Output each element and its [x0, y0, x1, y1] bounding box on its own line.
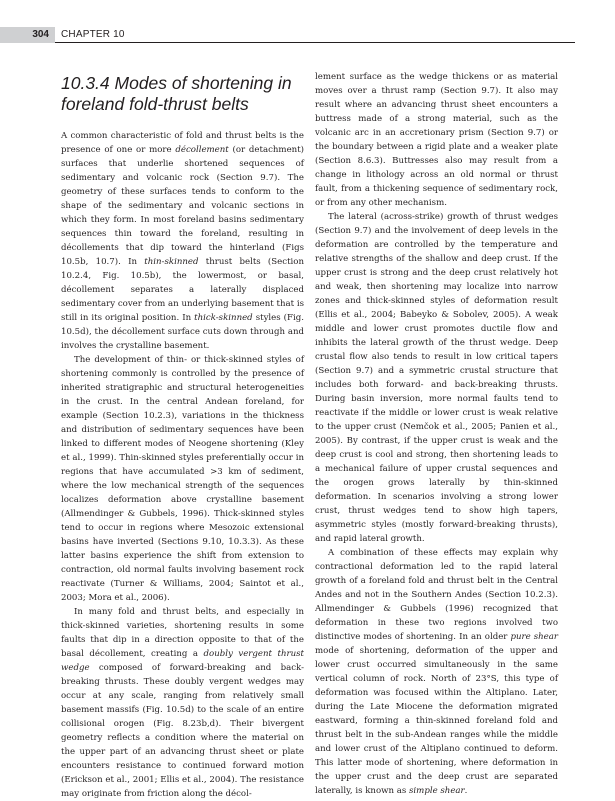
term-pure-shear: pure shear: [510, 632, 559, 642]
page-number: 304: [0, 27, 55, 43]
left-paragraph-2: The development of thin- or thick-skinned styles of shortening commonly is controlled by the presence of inherited stratigraphic and structural heterogeneities in the crust. In the central Andean foreland, for example (Section 10.2.3), variations in the thickness and distribution of sedimentary sequences have been linked to different modes of Neogene shortening (Kley et al., 1999). Thin-skinned styles preferentially occur in regions that have accumulated >3 km of sediment, where the low mechanical strength of the sequences localizes deformation above crystalline basement (Allmendinger & Gubbels, 1996). Thick-skinned styles tend to occur in regions where Mesozoic extensional basins have inverted (Sections 9.10, 10.3.3). As these latter basins experience the shift from extension to contraction, old normal faults involving basement rock reactivate (Turner & Williams, 2004; Saintot et al., 2003; Mora et al., 2006).: [61, 355, 304, 603]
term-decollement: décollement: [175, 145, 229, 155]
right-paragraph-2: The lateral (across-strike) growth of thrust wedges (Section 9.7) and the involvement of deep levels in the deformation are controlled by the temperature and relative strengths of the shallow and deep crust. If the upper crust is strong and the deep crust relatively hot and weak, then shortening may localize into narrow zones and thick-skinned styles of deformation result (Ellis et al., 2004; Babeyko & Sobolev, 2005). A weak middle and lower crust promotes ductile flow and inhibits the lateral growth of the thrust wedge. Deep crustal flow also tends to result in low critical tapers (Section 9.7) and a symmetric crustal structure that includes both forward- and back-breaking thrusts. During basin inversion, more normal faults tend to reactivate if the middle or lower crust is weak relative to the upper crust (Nemčok et al., 2005; Panien et al., 2005). By contrast, if the upper crust is weak and the deep crust is cool and strong, then shortening leads to a mechanical failure of upper crustal sequences and the orogen grows laterally by thin-skinned deformation. In scenarios involving a strong lower crust, thrust wedges tend to show high tapers, asymmetric styles (mostly forward-breaking thrusts), and rapid lateral growth.: [315, 212, 558, 544]
page-header: [0, 27, 615, 43]
text-run: (or detachment) surfaces that underlie shortened sequences of sedimentary and volcanic rock (Section 9.7). The geometry of these surfaces tends to conform to the shape of the sedimentary and volcanic sections in which they form. In most foreland basins sedimentary sequences thin toward the foreland, resulting in décollements that dip toward the hinterland (Figs 10.5b, 10.7). In: [61, 145, 305, 267]
left-column: [61, 70, 304, 801]
section-title-line2: foreland fold-thrust belts: [61, 94, 249, 114]
left-paragraph-3: [61, 605, 304, 801]
right-column: [315, 70, 558, 798]
text-run: A combination of these effects may explain why contractional deformation led to the rapid lateral growth of a foreland fold and thrust belt in the Central Andes and not in the Southern Andes (Section 10.2.3). Allmendinger & Gubbels (1996) recognized that deformation in these two regions involved two distinctive modes of shortening. In an older: [315, 548, 558, 642]
section-title: [61, 73, 304, 115]
text-run: mode of shortening, deformation of the upper and lower crust occurred simultaneously in the same vertical column of rock. North of 23°S, this type of deformation was focused within the Altiplano. Later, during the Late Miocene the deformation migrated eastward, forming a thin-skinned foreland fold and thrust belt in the sub-Andean ranges while the middle and lower crust of the Altiplano continued to deform. This latter mode of shortening, where deformation in the upper crust and the deep crust are separated laterally, is known as: [315, 646, 558, 796]
term-thick-skinned: thick-skinned: [194, 313, 253, 323]
text-run: thrust belts (Section 10.2.4, Fig. 10.5b), the lowermost, or basal, décollement separates a laterally displaced sedimentary cover from an underlying basement that is still in its original position. In: [61, 257, 304, 323]
right-paragraph-1: lement surface as the wedge thickens or as material moves over a thrust ramp (Section 9.7). It also may result where an advancing thrust sheet encounters a buttress made of a strong material, such as the volcanic arc in an accretionary prism (Section 9.7) or the boundary between a rigid plate and a weaker plate (Section 8.6.3). Buttresses also may result from a change in lithology across an old normal or thrust fault, from a thickening sequence of sedimentary rock, or from any other mechanism.: [315, 72, 558, 208]
header-rule: [55, 42, 575, 43]
term-simple-shear: simple shear: [409, 786, 465, 796]
text-run: A common characteristic of fold and thrust belts is the presence of one or more: [61, 131, 304, 155]
text-run: composed of forward-breaking and back-breaking thrusts. These doubly vergent wedges may occur at any scale, ranging from relatively small basement massifs (Fig. 10.5d) to the scale of an entire collisional orogen (Fig. 8.23b,d). Their bivergent geometry reflects a condition where the material on the upper part of an advancing thrust sheet or plate encounters resistance to continued forward motion (Erickson et al., 2001; Ellis et al., 2004). The resistance may originate from friction along the décol-: [61, 663, 304, 799]
text-run: styles (Fig. 10.5d), the décollement surface cuts down through and involves the crystalline basement.: [61, 313, 304, 351]
term-thin-skinned: thin-skinned: [144, 257, 199, 267]
term-doubly-vergent-thrust-wedge: doubly vergent thrust wedge: [61, 649, 304, 673]
left-paragraph-1: [61, 129, 304, 353]
right-paragraph-3: [315, 546, 558, 798]
chapter-label: CHAPTER 10: [61, 29, 125, 40]
section-title-line1: 10.3.4 Modes of shortening in: [61, 73, 292, 93]
text-run: In many fold and thrust belts, and especially in thick-skinned varieties, shortening results in some faults that dip in a direction opposite to that of the basal décollement, creating a: [61, 607, 304, 659]
text-run: .: [464, 786, 468, 796]
